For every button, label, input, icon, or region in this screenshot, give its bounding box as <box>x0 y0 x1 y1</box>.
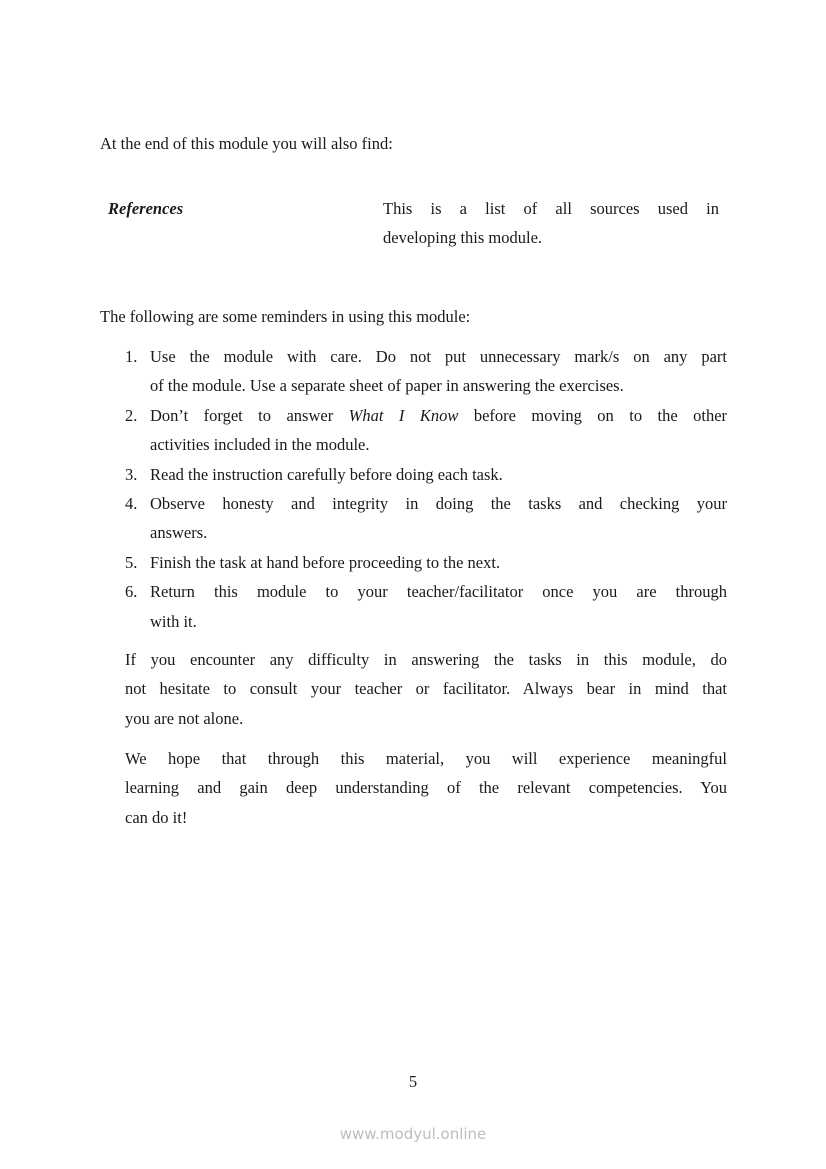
text-line: of the module. Use a separate sheet of paper in answering the exercises. <box>150 376 624 396</box>
text-line: Read the instruction carefully before doing each task. <box>150 464 503 484</box>
text-line: with it. <box>150 611 197 631</box>
text-line: developing this module. <box>383 228 543 248</box>
text-line: Observe honesty and integrity in doing the tasks and checking your <box>150 494 727 513</box>
item-number: 3. <box>125 464 138 484</box>
text-line: learning and gain deep understanding of the relevant competencies. You <box>125 778 727 798</box>
difficulty-paragraph <box>125 645 727 733</box>
intro-text: At the end of this module you will also find: <box>100 134 393 153</box>
closing-paragraph <box>125 744 727 832</box>
references-label: References <box>108 199 184 218</box>
text-line: Use the module with care. Do not put unnecessary mark/s on any part <box>150 347 727 366</box>
text-line: answers. <box>150 523 208 543</box>
text-line: you are not alone. <box>125 708 244 728</box>
item-number: 5. <box>125 552 138 572</box>
references-description <box>383 194 719 253</box>
text-line: This is a list of all sources used in <box>383 199 719 218</box>
reminders-heading: The following are some reminders in using this module: <box>100 307 471 326</box>
what-i-know-emphasis: What I Know <box>348 405 459 425</box>
text-segment: Don’t forget to answer <box>150 405 334 425</box>
text-line: can do it! <box>125 807 188 827</box>
page-number: 5 <box>408 1072 418 1091</box>
reminders-list <box>0 342 826 642</box>
watermark: www.modyul.online <box>339 1125 487 1143</box>
text-line: not hesitate to consult your teacher or facilitator. Always bear in mind that <box>125 679 727 699</box>
item-number: 1. <box>125 347 138 366</box>
item-number: 4. <box>125 494 138 513</box>
item-number: 6. <box>125 582 138 602</box>
text-line: We hope that through this material, you will experience meaningful <box>125 749 727 768</box>
item-number: 2. <box>125 405 138 425</box>
text-line: Finish the task at hand before proceeding to the next. <box>150 552 501 572</box>
text-line: Return this module to your teacher/facilitator once you are through <box>150 582 727 602</box>
text-line <box>150 401 727 430</box>
text-segment: before moving on to the other <box>473 405 728 425</box>
text-line: activities included in the module. <box>150 435 370 455</box>
text-line: If you encounter any difficulty in answering the tasks in this module, do <box>125 650 727 669</box>
